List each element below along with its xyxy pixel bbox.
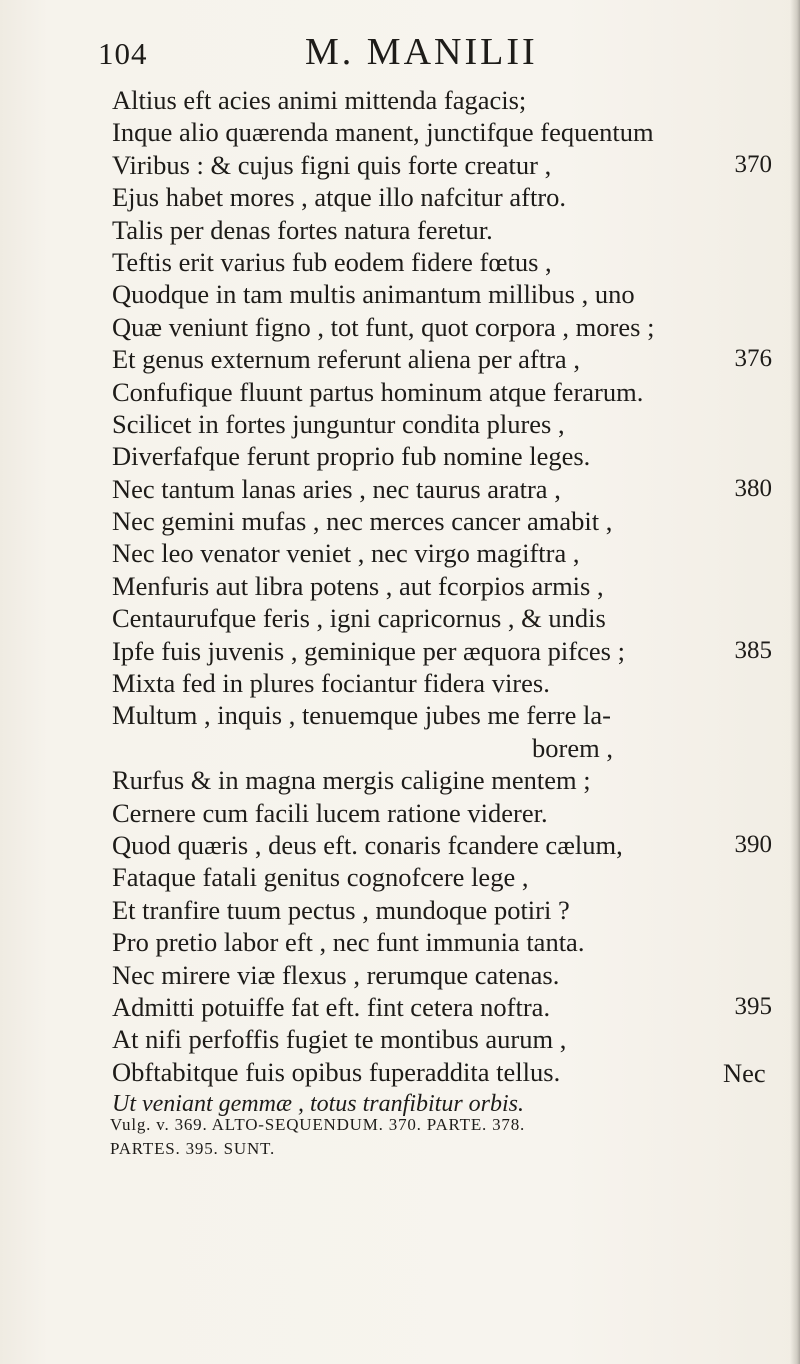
verse-text: Menfuris aut libra potens , aut fcorpios armis , xyxy=(112,570,604,601)
verse-line xyxy=(112,797,772,829)
verse-text: Ejus habet mores , atque illo nafcitur aftro. xyxy=(112,182,567,213)
verse-line xyxy=(112,861,772,893)
line-number: 385 xyxy=(734,636,772,664)
verse-line xyxy=(112,84,772,116)
verse-text: Centaurufque feris , igni capricornus , & undis xyxy=(112,603,606,634)
verse-line xyxy=(112,473,772,505)
verse-block xyxy=(112,84,772,1121)
note-line: PARTES. 395. SUNT. xyxy=(110,1139,275,1158)
verse-line xyxy=(112,246,772,278)
verse-line xyxy=(112,894,772,926)
verse-text: Et genus externum referunt aliena per aftra , xyxy=(112,344,580,375)
verse-text: Obftabitque fuis opibus fuperaddita tellus. xyxy=(112,1056,561,1087)
verse-text: Scilicet in fortes junguntur condita plures , xyxy=(112,408,565,439)
verse-line xyxy=(112,764,772,796)
verse-text: Quod quæris , deus eft. conaris fcandere cælum, xyxy=(112,829,623,860)
verse-line xyxy=(112,829,772,861)
page-edge-shadow xyxy=(790,0,800,1364)
line-number: 395 xyxy=(734,992,772,1020)
verse-text: Nec tantum lanas aries , nec taurus aratra , xyxy=(112,473,561,504)
variant-readings-note xyxy=(110,1113,780,1161)
verse-text: Ut veniant gemmæ , totus tranfibitur orbis. xyxy=(112,1091,525,1118)
verse-line xyxy=(112,505,772,537)
verse-text: Altius eft acies animi mittenda fagacis; xyxy=(112,85,527,115)
page-header xyxy=(0,30,800,80)
verse-text: Pro pretio labor eft , nec funt immunia tanta. xyxy=(112,927,585,958)
verse-text: Diverfafque ferunt proprio fub nomine leges. xyxy=(112,441,591,472)
verse-text: Fataque fatali genitus cognofcere lege , xyxy=(112,862,529,893)
verse-line xyxy=(112,991,772,1023)
note-line: Vulg. v. 369. ALTO-SEQUENDUM. 370. PARTE. 378. xyxy=(110,1115,526,1134)
running-title: M. MANILII xyxy=(305,31,538,73)
verse-line xyxy=(112,537,772,569)
verse-text: Viribus : & cujus figni quis forte creatur , xyxy=(112,149,552,180)
verse-line xyxy=(112,1056,772,1088)
verse-text: Mixta fed in plures fociantur fidera vires. xyxy=(112,668,550,699)
verse-line xyxy=(112,181,772,213)
verse-text: Admitti potuiffe fat eft. fint cetera noftra. xyxy=(112,991,551,1022)
verse-text: Rurfus & in magna mergis caligine mentem ; xyxy=(112,765,591,796)
verse-line xyxy=(112,116,772,148)
verse-line xyxy=(112,667,772,699)
verse-text: Quodque in tam multis animantum millibus , uno xyxy=(112,279,635,310)
verse-line xyxy=(112,149,772,181)
verse-line xyxy=(112,376,772,408)
verse-text: Multum , inquis , tenuemque jubes me ferre la- xyxy=(112,700,611,731)
page-number: 104 xyxy=(98,36,148,71)
verse-text: Inque alio quærenda manent, junctifque fequentum xyxy=(112,117,654,148)
verse-text: Teftis erit varius fub eodem fidere fœtus , xyxy=(112,246,552,277)
verse-text: Quæ veniunt figno , tot funt, quot corpora , mores ; xyxy=(112,311,655,342)
verse-line xyxy=(112,635,772,667)
verse-line xyxy=(112,602,772,634)
verse-line xyxy=(112,699,772,731)
line-number: 370 xyxy=(734,150,772,178)
verse-text: Ipfe fuis juvenis , geminique per æquora pifces ; xyxy=(112,635,625,666)
verse-line xyxy=(112,926,772,958)
verse-text: Nec gemini mufas , nec merces cancer amabit , xyxy=(112,506,613,537)
verse-line xyxy=(112,214,772,246)
verse-line xyxy=(112,570,772,602)
verse-text: Talis per denas fortes natura feretur. xyxy=(112,214,493,245)
verse-text: Cernere cum facili lucem ratione viderer. xyxy=(112,797,548,828)
verse-line xyxy=(112,440,772,472)
verse-text: Et tranfire tuum pectus , mundoque potiri ? xyxy=(112,894,570,925)
verse-text: Nec mirere viæ flexus , rerumque catenas. xyxy=(112,959,560,990)
verse-line xyxy=(112,311,772,343)
line-number: 380 xyxy=(734,474,772,502)
verse-line xyxy=(112,278,772,310)
catchword: Nec xyxy=(723,1058,766,1088)
verse-text: Confufique fluunt partus hominum atque ferarum. xyxy=(112,376,644,407)
line-number: 376 xyxy=(734,345,772,373)
verse-line xyxy=(112,959,772,991)
verse-line xyxy=(112,408,772,440)
verse-line xyxy=(112,1023,772,1055)
verse-text: At nifi perfoffis fugiet te montibus aurum , xyxy=(112,1024,567,1055)
verse-text: borem , xyxy=(532,732,613,763)
line-number: 390 xyxy=(734,830,772,858)
verse-line xyxy=(112,732,772,764)
verse-line xyxy=(112,343,772,375)
verse-text: Nec leo venator veniet , nec virgo magiftra , xyxy=(112,538,580,569)
